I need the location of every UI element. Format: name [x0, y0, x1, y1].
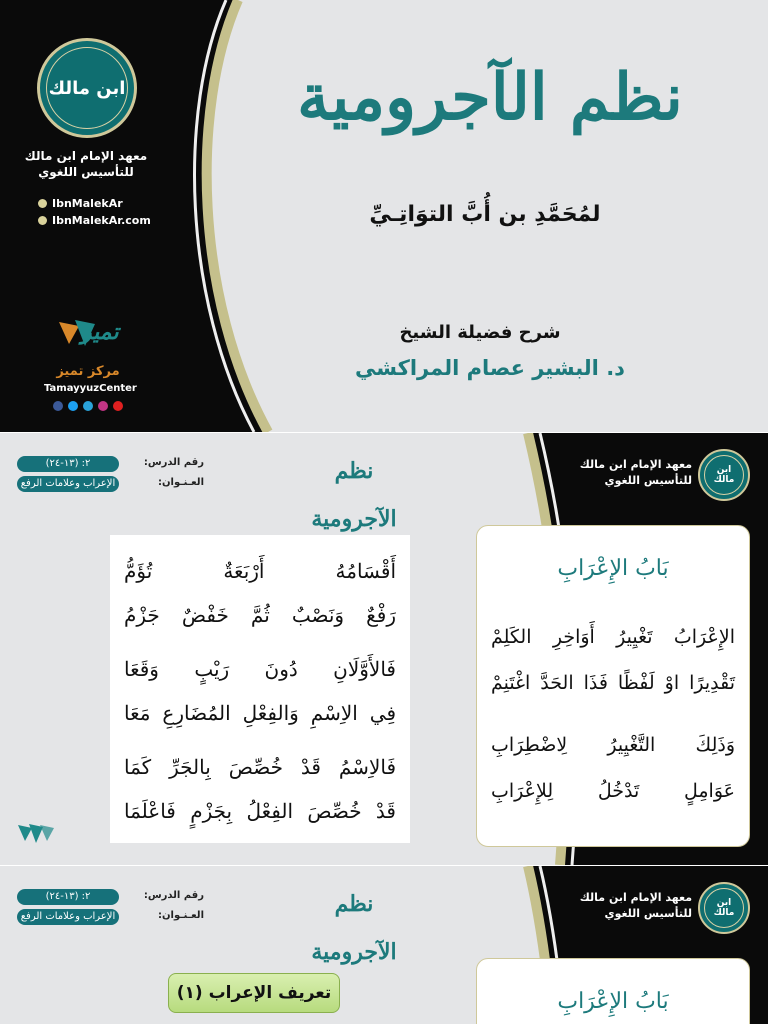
chapter-title: بَابُ الإِعْرَابِ: [557, 556, 669, 581]
lesson-title-label: العـنـوان:: [158, 910, 204, 921]
institute-logo-small-text: ابن مالك: [704, 455, 744, 495]
cover-author: لمُحَمَّدِ بن أُبَّ التوَاتِـيِّ: [369, 202, 601, 227]
instagram-icon[interactable]: [98, 401, 108, 411]
chapter-verse-line: تَقْدِيرًا اوْ لَفْظًا فَذَا الحَدَّ اغْتَنِمْ: [491, 672, 735, 694]
institute-name-small-line2: للتأسيس اللغوي: [604, 474, 692, 487]
social-handle-row[interactable]: [38, 195, 151, 212]
tamayyuz-watermark-mark: [16, 819, 56, 847]
header-book-title: نظم الآجرومية: [311, 891, 397, 965]
sheikh-name: د. البشير عصام المراكشي: [355, 356, 625, 380]
chapter-verse-line: وَذَلِكَ التَّغْيِيرُ لِاضْطِرَابِ: [491, 734, 735, 756]
twitter-icon[interactable]: [68, 401, 78, 411]
verse-line: فَالاِسْمُ قَدْ خُصِّصَ بِالجَرِّ كَمَا: [124, 755, 396, 779]
lesson-number-badge: ٢: (١٣-٢٤): [17, 456, 119, 472]
institute-name-line1: معهد الإمام ابن مالك: [24, 149, 148, 163]
verse-line: أَقْسَامُهُ أَرْبَعَةٌ تُؤَمُّ: [124, 559, 396, 583]
header-book-title: نظم الآجرومية: [311, 458, 397, 532]
institute-name-small: [566, 890, 692, 922]
institute-name-small-line1: معهد الإمام ابن مالك: [579, 891, 692, 904]
institute-logo: [37, 38, 137, 138]
institute-name-line2: للتأسيس اللغوي: [38, 165, 134, 179]
institute-name-small-line2: للتأسيس اللغوي: [604, 907, 692, 920]
verses-card: [110, 535, 410, 843]
chapter-card: [476, 958, 750, 1024]
social-icon: [38, 199, 47, 208]
institute-logo-text: ابن مالك: [46, 47, 128, 129]
institute-name-small: [566, 457, 692, 489]
explanation-label: شرح فضيلة الشيخ: [399, 322, 561, 343]
chapter-verses: [491, 614, 735, 814]
lesson-slide: [0, 433, 768, 865]
tamayyuz-logo-word: تميز: [81, 320, 119, 345]
chapter-card: [476, 525, 750, 847]
facebook-icon[interactable]: [53, 401, 63, 411]
lesson-number-badge: ٢: (١٣-٢٤): [17, 889, 119, 905]
chapter-verse-line: عَوَامِلٍ تَدْخُلُ لِلإِعْرَابِ: [491, 780, 735, 802]
lesson-number-label: رقم الدرس:: [143, 457, 204, 468]
institute-name: [20, 148, 152, 180]
social-handle: IbnMalekAr: [52, 197, 123, 210]
cover-title: نظم الآجرومية: [297, 60, 683, 135]
verse-line: فِي الاِسْمِ وَالفِعْلِ المُضَارِعِ مَعَا: [124, 701, 396, 725]
tamayyuz-watermark: [16, 819, 56, 847]
chapter-verse-line: الإِعْرَابُ تَغْيِيرُ أَوَاخِرِ الكَلِمْ: [491, 626, 735, 648]
lesson-title-label: العـنـوان:: [158, 477, 204, 488]
youtube-icon[interactable]: [113, 401, 123, 411]
verse-line: رَفْعٌ وَنَصْبٌ ثُمَّ خَفْضٌ جَزْمُ: [124, 603, 396, 627]
institute-name-small-line1: معهد الإمام ابن مالك: [579, 458, 692, 471]
center-name: مركز تميز: [56, 364, 120, 379]
telegram-icon[interactable]: [83, 401, 93, 411]
website-link: IbnMalekAr.com: [52, 214, 151, 227]
section-slide: [0, 866, 768, 1024]
center-social-icons: [53, 401, 123, 411]
website-row[interactable]: [38, 212, 151, 229]
tamayyuz-logo: [55, 312, 117, 360]
lesson-title-badge: الإعراب وعلامات الرفع: [17, 909, 119, 925]
lesson-number-label: رقم الدرس:: [143, 890, 204, 901]
verse-line: قَدْ خُصِّصَ الفِعْلُ بِجَزْمٍ فَاعْلَمَا: [124, 799, 396, 823]
institute-contacts: [38, 195, 151, 229]
globe-icon: [38, 216, 47, 225]
cover-slide: [0, 0, 768, 432]
verses-list: [124, 549, 396, 833]
institute-logo-small: [698, 882, 750, 934]
chapter-title: بَابُ الإِعْرَابِ: [557, 989, 669, 1014]
institute-logo-small: [698, 449, 750, 501]
section-title-button[interactable]: تعريف الإعراب (١): [168, 973, 340, 1013]
lesson-title-badge: الإعراب وعلامات الرفع: [17, 476, 119, 492]
institute-logo-small-text: ابن مالك: [704, 888, 744, 928]
verse-line: فَالأَوَّلَانِ دُونَ رَيْبٍ وَقَعَا: [124, 657, 396, 681]
center-handle: TamayyuzCenter: [44, 383, 137, 394]
